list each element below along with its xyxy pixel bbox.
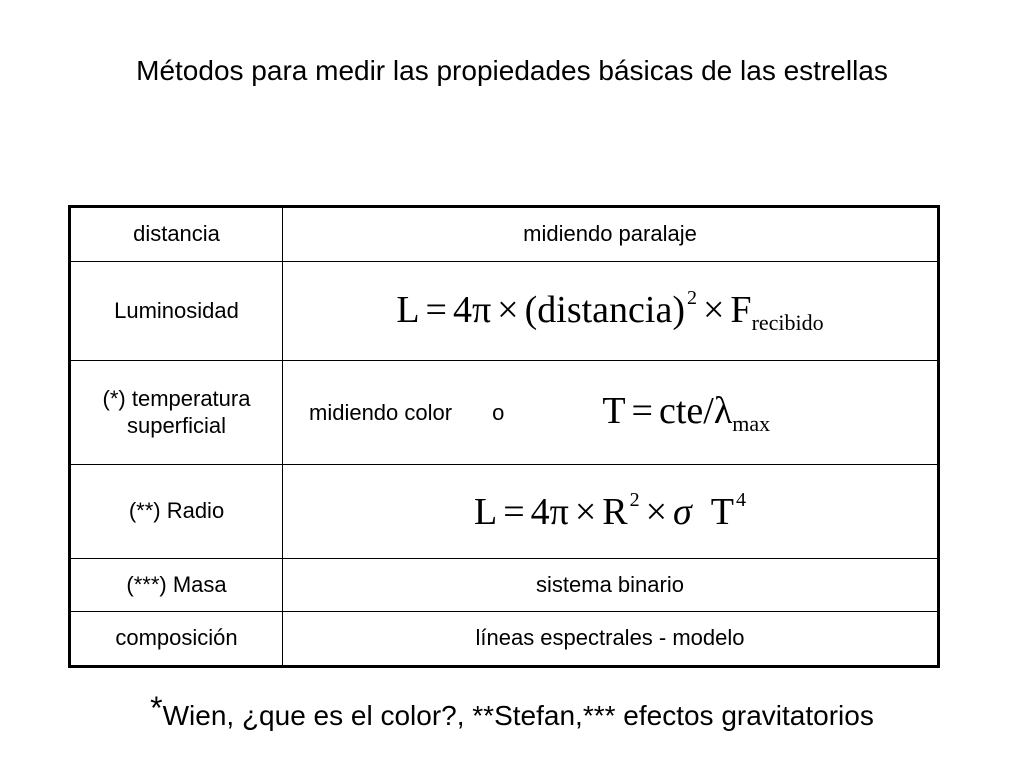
footnote-text: Wien, ¿que es el color?, **Stefan,*** efectos gravitatorios [162, 700, 874, 731]
formula-times: × [702, 288, 725, 331]
formula-equals: = [503, 490, 525, 533]
formula-times: × [645, 490, 668, 533]
row-label-luminosity: Luminosidad [70, 261, 283, 360]
table-row-mass [70, 559, 939, 612]
formula-sigma: σ [673, 490, 692, 533]
formula-coefficient: 4π [452, 288, 492, 331]
table-row-radius [70, 465, 939, 559]
formula-temperature-exponent: 4 [736, 488, 747, 511]
formula-lhs: L [396, 288, 420, 331]
row-label-radius: (**) Radio [70, 465, 283, 559]
wien-formula [602, 389, 770, 437]
table-row-luminosity [70, 261, 939, 360]
formula-exponent: 2 [686, 286, 697, 309]
row-label-composition: composición [70, 612, 283, 667]
formula-radius: R [602, 490, 628, 533]
table-row-temperature [70, 361, 939, 465]
row-label-distance: distancia [70, 207, 283, 262]
formula-temperature: T [710, 490, 735, 533]
radius-formula-cell [283, 465, 939, 559]
formula-times: × [497, 288, 519, 331]
table-row-distance [70, 207, 939, 262]
footnote [0, 690, 1024, 732]
row-label-temperature: (*) temperatura superficial [70, 361, 283, 465]
formula-lhs: L [473, 490, 498, 533]
formula-rhs: cte/λ [658, 389, 733, 432]
row-value-temperature: midiendo color [309, 399, 453, 425]
slide-title: Métodos para medir las propiedades básicas de las estrellas [136, 55, 888, 86]
properties-table [68, 205, 940, 668]
row-label-mass: (***) Masa [70, 559, 283, 612]
formula-equals: = [425, 288, 447, 331]
luminosity-formula [396, 286, 824, 335]
formula-lhs: T [602, 389, 626, 432]
row-value-composition: líneas espectrales - modelo [283, 612, 939, 667]
stefan-formula [473, 488, 747, 533]
formula-flux: F [730, 288, 752, 331]
formula-lambda-subscript: max [732, 410, 771, 436]
footnote-asterisk: * [150, 690, 163, 726]
formula-exponent: 2 [629, 488, 640, 511]
luminosity-formula-cell [283, 261, 939, 360]
temperature-value-cell [283, 361, 939, 465]
table-row-composition [70, 612, 939, 667]
formula-distance-term: (distancia) [524, 288, 685, 331]
formula-equals: = [631, 389, 653, 432]
row-value-mass: sistema binario [283, 559, 939, 612]
formula-coefficient: 4π [530, 490, 569, 533]
row-value-distance: midiendo paralaje [283, 207, 939, 262]
connector-word: o [492, 399, 505, 425]
formula-flux-subscript: recibido [751, 309, 824, 335]
formula-times: × [574, 490, 597, 533]
